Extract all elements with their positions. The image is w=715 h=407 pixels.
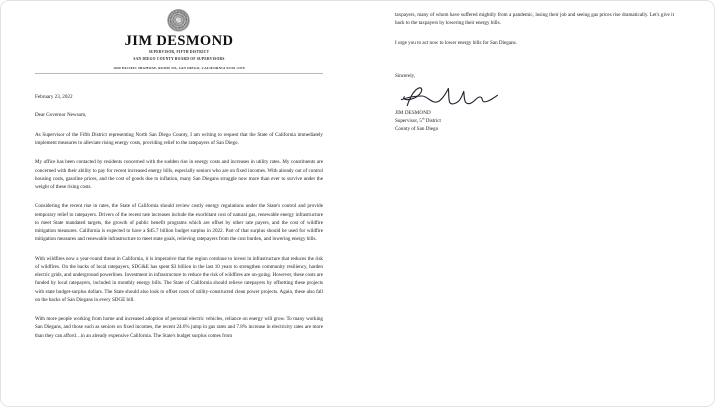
signer-name: JIM DESMOND [394, 109, 431, 116]
letter-paragraph: Considering the recent rise in rates, the State of California should review costly energy regulations under the State's control and provide temporary relief to ratepayers. Drivers of the recent rate increases include the exorbitant cost of natural gas, renewable energy infrastructure to meet State mandated targets, the growth of public benefit programs which are offset by other rate payers, and the cost of wildfire mitigation measures. California is expected to have a $45.7 billion budget surplus in 2022. Part of that surplus should be used for wildfire mitigation measures and renewable infrastructure to meet state goals, relieving ratepayers from the cost burden, and lowering energy bills. [35, 203, 323, 243]
letter-date [35, 94, 323, 102]
letter-paragraph: I urge you to act now to lower energy bills for San Diegans. [394, 39, 517, 46]
letterhead-name: JIM DESMOND [124, 33, 234, 49]
letter-closing-text: Sincerely, [394, 72, 416, 79]
san-diego-county-seal-icon [167, 9, 190, 32]
letterhead [35, 5, 323, 74]
letterhead-organization: SAN DIEGO COUNTY BOARD OF SUPERVISORS [133, 56, 225, 61]
signer-title-ordinal: th [421, 115, 425, 120]
letter-paragraph: As Supervisor of the Fifth District representing North San Diego County, I am writing to request that the State of California immediately implement measures to alleviate rising energy costs, providing relief to the ratepayers of San Diego. [35, 131, 323, 147]
letter-paragraph: With more people working from home and increased adoption of personal electric vehicles, reliance on energy will grow. To many working San Diegans, and those such as seniors on fixed incomes, the recent 24.6% jump in gas rates and 7.8% increase in electricity rates are more than they can afford…in an already expensive California. The State's budget surplus comes from [35, 316, 323, 339]
page-container [1, 1, 714, 406]
signer-title-suffix: District [424, 117, 441, 124]
document-page-1 [1, 1, 357, 406]
letterhead-address: 1600 PACIFIC HIGHWAY, ROOM 335, SAN DIEGO, CALIFORNIA 92101-2470 [113, 65, 245, 70]
handwritten-signature [397, 83, 507, 109]
signer-title-prefix: Supervisor, 5 [394, 117, 422, 124]
signer-title [394, 115, 674, 126]
document-page-2 [357, 1, 714, 406]
letterhead-title: SUPERVISOR, FIFTH DISTRICT [148, 50, 210, 55]
letter-salutation-text: Dear Governor Newsom, [35, 112, 87, 119]
letterhead-divider [35, 73, 323, 74]
letter-paragraph: With wildfires now a year-round threat in California, it is imperative that the region continue to invest in infrastructure that reduces the risk of wildfires. On the backs of local ratepayers, SDG&E has spent $3 billion in the last 10 years to strengthen community resiliency, harden electric grids, and underground powerlines. Investment in infrastructure to reduce the risk of wildfires are on-going. However, these costs are funded by local ratepayers, included in monthly energy bills. The State of California should relieve ratepayers by offsetting these projects with state budget-surplus dollars. The State should also look to offset costs of utility-constructed clean power projects. Again, these also fall on the backs of San Diegans in every SDGE bill. [35, 255, 323, 303]
letter-paragraph: taxpayers, many of whom have suffered mightily from a pandemic, losing their job and seeing gas prices rise dramatically. Let's give it back to the taxpayers by lowering their energy bills. [394, 12, 674, 27]
letter-salutation [35, 112, 323, 120]
signer-organization: County of San Diego [394, 125, 439, 132]
letter-paragraph: My office has been contacted by residents concerned with the sudden rise in energy costs and increases in utility rates. My constituents are concerned with their ability to pay for recent increased energy bills, especially seniors who are on fixed incomes. With already out of control housing costs, gasoline prices, and the cost of goods due to inflation, many San Diegans struggle now more than ever to survive under the weight of these rising costs. [35, 159, 323, 191]
letter-date-text: February 23, 2022 [35, 93, 73, 100]
letter-closing [395, 73, 674, 79]
